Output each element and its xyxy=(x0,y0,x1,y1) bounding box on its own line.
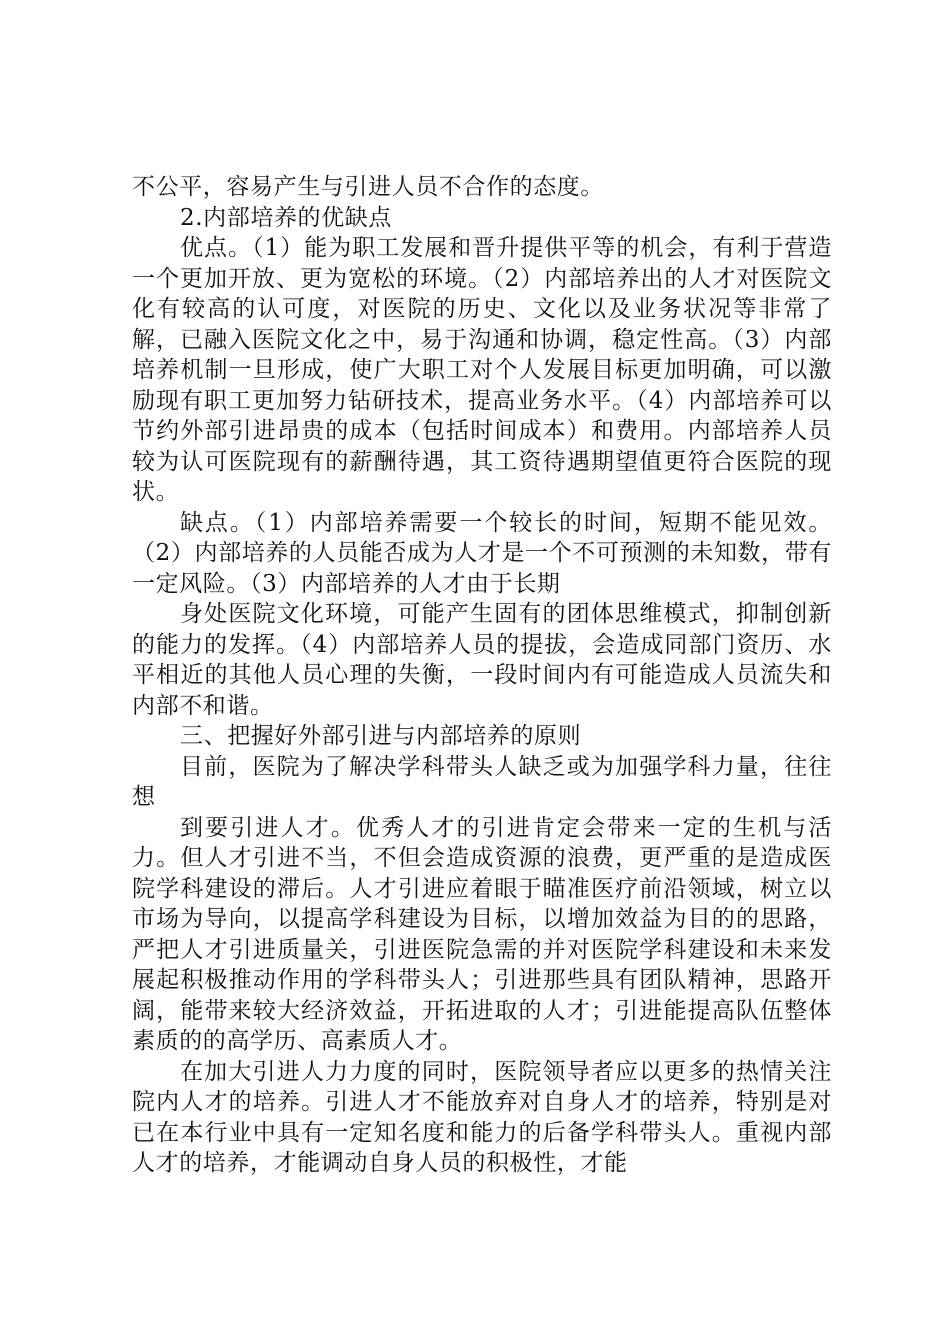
section-heading-internal-training: 2.内部培养的优缺点 xyxy=(180,204,392,231)
paragraph-talent-introduction: 到要引进人才。优秀人才的引进肯定会带来一定的生机与活力。但人才引进不当，不但会造成资源的浪费，更严重的是造成医院学科建设的滞后。人才引进应着眼于瞄准医疗前沿领域，树立以市场为导向，以提高学科建设为目标，以增加效益为目的的思路，严把人才引进质量关，引进医院急需的并对医院学科建设和未来发展起积极推动作用的学科带头人；引进那些具有团队精神，思路开阔，能带来较大经济效益，开拓进取的人才；引进能提高队伍整体素质的的高学历、高素质人才。 xyxy=(132,814,832,1054)
section-heading-principles: 三、把握好外部引进与内部培养的原则 xyxy=(180,723,582,749)
paragraph-internal-cultivation: 在加大引进人力力度的同时，医院领导者应以更多的热情关注院内人才的培养。引进人才不能放弃对自身人才的培养，特别是对已在本行业中具有一定知名度和能力的后备学科带头人。重视内部人才的培养，才能调动自身人员的积极性，才能 xyxy=(132,1058,832,1176)
paragraph-continuation: 不公平，容易产生与引进人员不合作的态度。 xyxy=(132,174,604,200)
paragraph-advantages: 优点。（1）能为职工发展和晋升提供平等的机会，有利于营造一个更加开放、更为宽松的环境。（2）内部培养出的人才对医院文化有较高的认可度，对医院的历史、文化以及业务状况等非常了解，已融入医院文化之中，易于沟通和协调，稳定性高。（3）内部培养机制一旦形成，使广大职工对个人发展目标更加明确，可以激励现有职工更加努力钻研技术，提高业务水平。（4）内部培养可以节约外部引进昂贵的成本（包括时间成本）和费用。内部培养人员较为认可医院现有的薪酬待遇，其工资待遇期望值更符合医院的现状。 xyxy=(132,235,832,505)
paragraph-current-situation: 目前，医院为了解决学科带头人缺乏或为加强学科力量，往往想 xyxy=(132,753,832,810)
paragraph-disadvantages-continued: 身处医院文化环境，可能产生固有的团体思维模式，抑制创新的能力的发挥。（4）内部培养人员的提拔，会造成同部门资历、水平相近的其他人员心理的失衡，一段时间内有可能造成人员流失和内部不和谐。 xyxy=(132,601,832,719)
document-body xyxy=(132,172,832,1179)
paragraph-disadvantages: 缺点。（1）内部培养需要一个较长的时间，短期不能见效。（2）内部培养的人员能否成为人才是一个不可预测的未知数，带有一定风险。（3）内部培养的人才由于长期 xyxy=(132,509,832,597)
